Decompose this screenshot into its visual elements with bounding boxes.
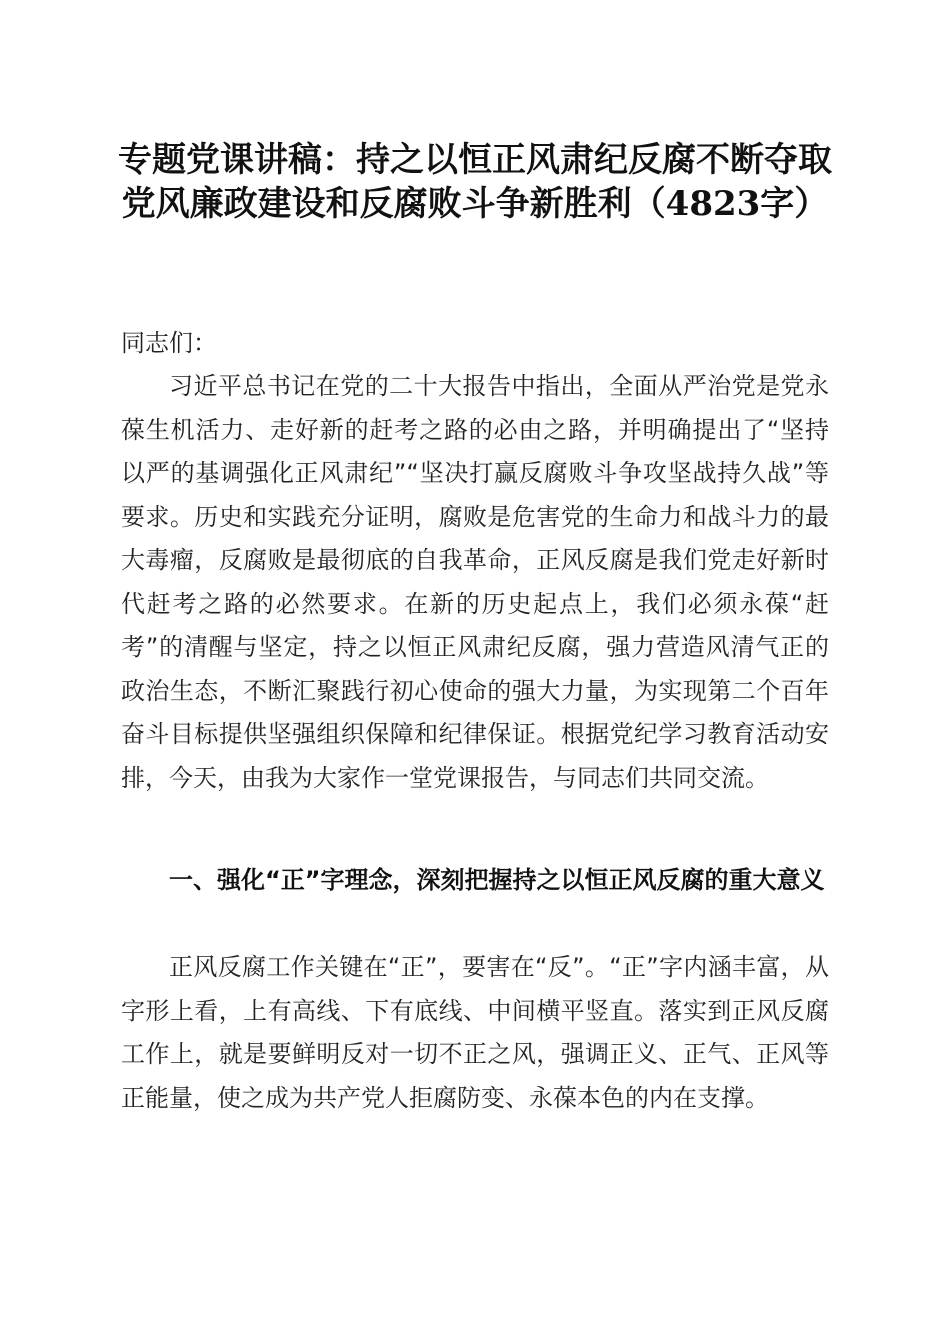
document-title: 专题党课讲稿：持之以恒正风肃纪反腐不断夺取党风廉政建设和反腐败斗争新胜利（4823字） (118, 140, 832, 224)
body-paragraph: 习近平总书记在党的二十大报告中指出，全面从严治党是党永葆生机活力、走好新的赶考之路的必由之路，并明确提出了“坚持以严的基调强化正风肃纪”“坚决打赢反腐败斗争攻坚战持久战”等要求。历史和实践充分证明，腐败是危害党的生命力和战斗力的最大毒瘤，反腐败是最彻底的自我革命，正风反腐是我们党走好新时代赶考之路的必然要求。在新的历史起点上，我们必须永葆“赶考”的清醒与坚定，持之以恒正风肃纪反腐，强力营造风清气正的政治生态，不断汇聚践行初心使命的强大力量，为实现第二个百年奋斗目标提供坚强组织保障和纪律保证。根据党纪学习教育活动安排，今天，由我为大家作一堂党课报告，与同志们共同交流。 (121, 372, 829, 792)
salutation: 同志们： (121, 329, 217, 357)
body-paragraph: 正风反腐工作关键在“正”，要害在“反”。“正”字内涵丰富，从字形上看，上有高线、下有底线、中间横平竖直。落实到正风反腐工作上，就是要鲜明反对一切不正之风，强调正义、正气、正风等正能量，使之成为共产党人拒腐防变、永葆本色的内在支撑。 (121, 953, 829, 1112)
section-heading: 一、强化“正”字理念，深刻把握持之以恒正风反腐的重大意义 (169, 866, 825, 894)
